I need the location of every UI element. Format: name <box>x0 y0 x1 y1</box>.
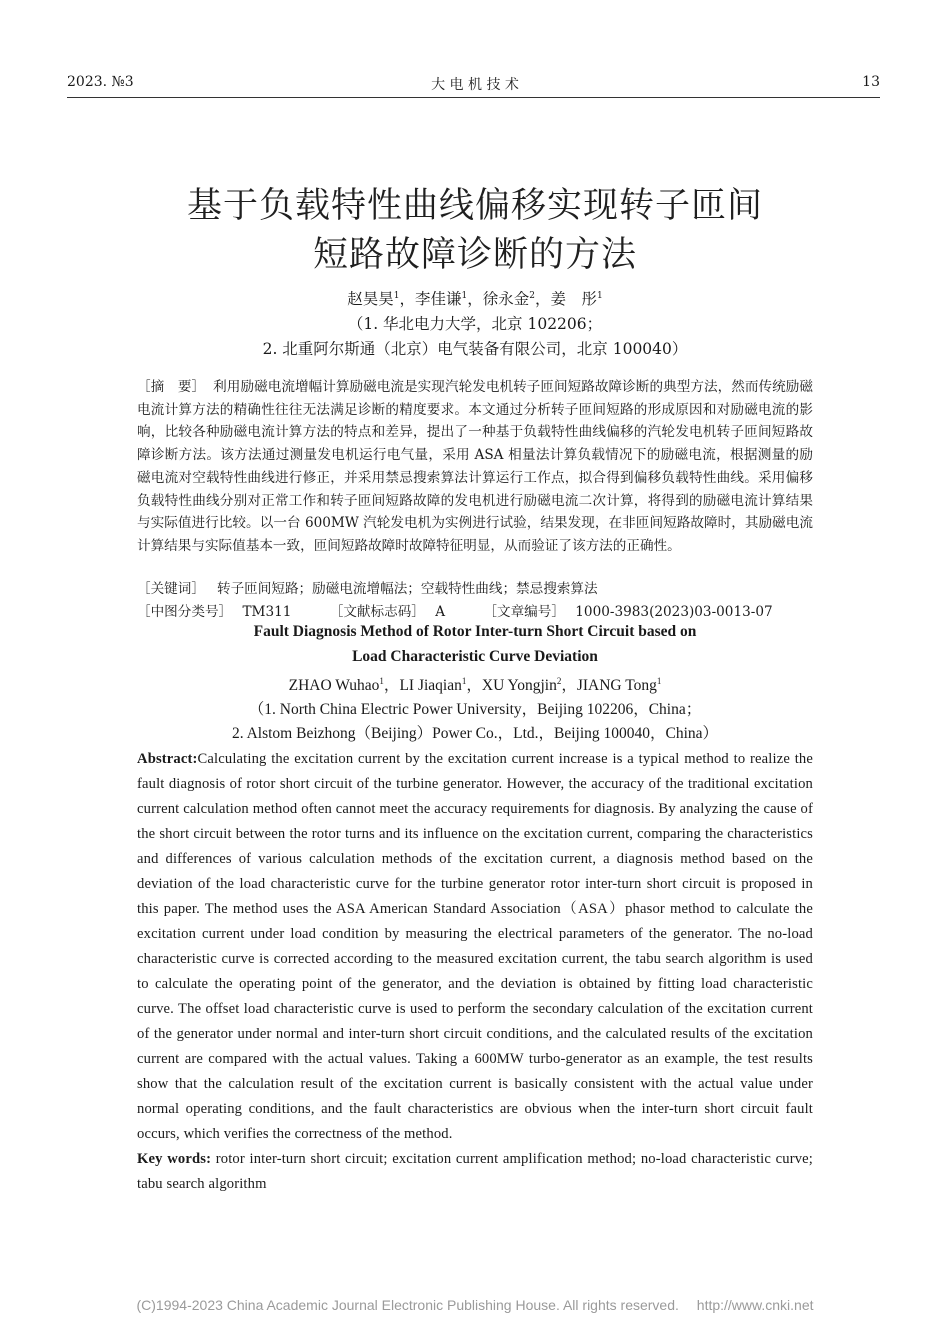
cn-author-4: 姜 彤 <box>550 290 598 308</box>
article-number-label: ［文章编号］ <box>483 604 565 620</box>
clc-label: ［中图分类号］ <box>137 604 233 620</box>
doc-code-label: ［文献标志码］ <box>329 604 425 620</box>
cn-keywords-label: ［关键词］ <box>137 581 205 597</box>
en-authors: ZHAO Wuhao$^1$，LI Jiaqian$^1$，XU Yongjin$^2$，JIANG Tong$^1$ <box>288 676 662 694</box>
en-affiliation-1: （1. North China Electric Power University，Beijing 102206，China； <box>248 701 702 718</box>
copyright-text: (C)1994-2023 China Academic Journal Electronic Publishing House. All rights reserved. <box>136 1297 679 1313</box>
cn-affiliation-1: （1. 华北电力大学，北京 102206； <box>347 315 603 333</box>
header-rule <box>67 97 880 98</box>
en-title-line-2: Load Characteristic Curve Deviation <box>352 648 598 665</box>
cnki-url: http://www.cnki.net <box>696 1297 814 1313</box>
clc-value: TM311 <box>242 604 292 620</box>
header-page-number: 13 <box>862 74 880 90</box>
en-keywords-label: Key words: <box>137 1151 212 1167</box>
en-affiliation-2: 2. Alstom Beizhong（Beijing）Power Co.，Ltd.，Beijing 100040，China） <box>231 725 719 742</box>
header-journal-name: 大 电 机 技 术 <box>431 77 519 93</box>
cn-author-2: 李佳谦 <box>414 290 462 308</box>
cn-keywords <box>137 577 598 597</box>
title-line-2: 短路故障诊断的方法 <box>312 235 637 275</box>
article-number-value: 1000-3983(2023)03-0013-07 <box>575 604 773 620</box>
en-author-4: JIANG Tong <box>576 677 657 694</box>
en-abstract-label: Abstract: <box>137 751 198 767</box>
en-author-2: LI Jiaqian <box>399 677 462 694</box>
doc-code-value: A <box>435 604 446 620</box>
cn-abstract-text: 利用励磁电流增幅计算励磁电流是实现汽轮发电机转子匝间短路故障诊断的典型方法，然而传统励磁电流计算方法的精确性往往无法满足诊断的精度要求。本文通过分析转子匝间短路的形成原因和对励磁电流的影响，比较各种励磁电流计算方法的特点和差异，提出了一种基于负载特性曲线偏移的汽轮发电机转子匝间短路故障诊断方法。该方法通过测量发电机运行电气量，采用 ASA 相量法计算负载情况下的励磁电流，根据测量的励磁电流对空载特性曲线进行修正，并采用禁忌搜索算法计算运行工作点，拟合得到偏移负载特性曲线。采用偏移负载特性曲线分别对正常工作和转子匝间短路故障的发电机进行励磁电流二次计算，将得到的励磁电流计算结果与实际值进行比较。以一台 600MW 汽轮发电机为实例进行试验，结果发现，在非匝间短路故障时，其励磁电流计算结果与实际值基本一致，匝间短路故障时故障特征明显，从而验证了该方法的正确性。 <box>137 379 814 554</box>
cn-keywords-text: 转子匝间短路；励磁电流增幅法；空载特性曲线；禁忌搜索算法 <box>217 581 598 597</box>
en-abstract-text: Calculating the excitation current by the excitation current increase is a typical method to realize the fault diagnosis of rotor short circuit of the turbine generator. However, the accuracy of the traditional excitation current calculation method often cannot meet the accuracy requirements for diagnosis. By analyzing the cause of the short circuit between the rotor turns and its influence on the excitation current, comparing the characteristics and differences of various calculation methods of the excitation current, a diagnosis method based on the deviation of the load characteristic curve for the turbine generator rotor inter-turn short circuit is proposed in this paper. The method uses the ASA American Standard Association（ASA）phasor method to calculate the excitation current under load condition by measuring the electrical parameters of the generator. The no-load characteristic curve is corrected according to the measured excitation current, the tabu search algorithm is used to calculate the operating point of the generator, and the deviation is obtained by fitting load characteristic curve. The offset load characteristic curve is used to perform the secondary calculation of the excitation current of the generator under normal and inter-turn short circuit conditions, and the calculated results of the excitation current are compared with the actual values. Taking a 600MW turbo-generator as an example, the test results show that the calculation result of the excitation current is basically consistent with the actual value under normal operating conditions, and the fault characteristics are obvious when the inter-turn short circuit fault occurs, which verifies the correctness of the method. <box>137 751 813 1142</box>
cn-affiliation-2: 2. 北重阿尔斯通（北京）电气装备有限公司，北京 100040） <box>262 340 688 358</box>
cn-author-3: 徐永金 <box>482 290 530 308</box>
copyright-footer <box>0 1297 950 1313</box>
cn-authors: 赵昊昊$^1$，李佳谦$^1$，徐永金$^2$，姜 彤$^1$ <box>347 290 603 308</box>
cn-abstract-label: ［摘 要］ <box>137 379 206 395</box>
cn-abstract <box>137 376 813 558</box>
en-author-3: XU Yongjin <box>481 677 557 694</box>
en-title-line-1: Fault Diagnosis Method of Rotor Inter-turn Short Circuit based on <box>253 623 697 640</box>
en-keywords-text: rotor inter-turn short circuit; excitation current amplification method; no-load characteristic curve; tabu search algorithm <box>137 1151 813 1192</box>
en-author-1: ZHAO Wuhao <box>288 677 380 694</box>
cn-author-1: 赵昊昊 <box>347 290 394 308</box>
classification-line <box>137 600 773 620</box>
title-line-1: 基于负载特性曲线偏移实现转子匝间 <box>186 186 763 226</box>
header-issue: 2023. №3 <box>67 74 134 90</box>
en-abstract <box>137 747 813 1197</box>
